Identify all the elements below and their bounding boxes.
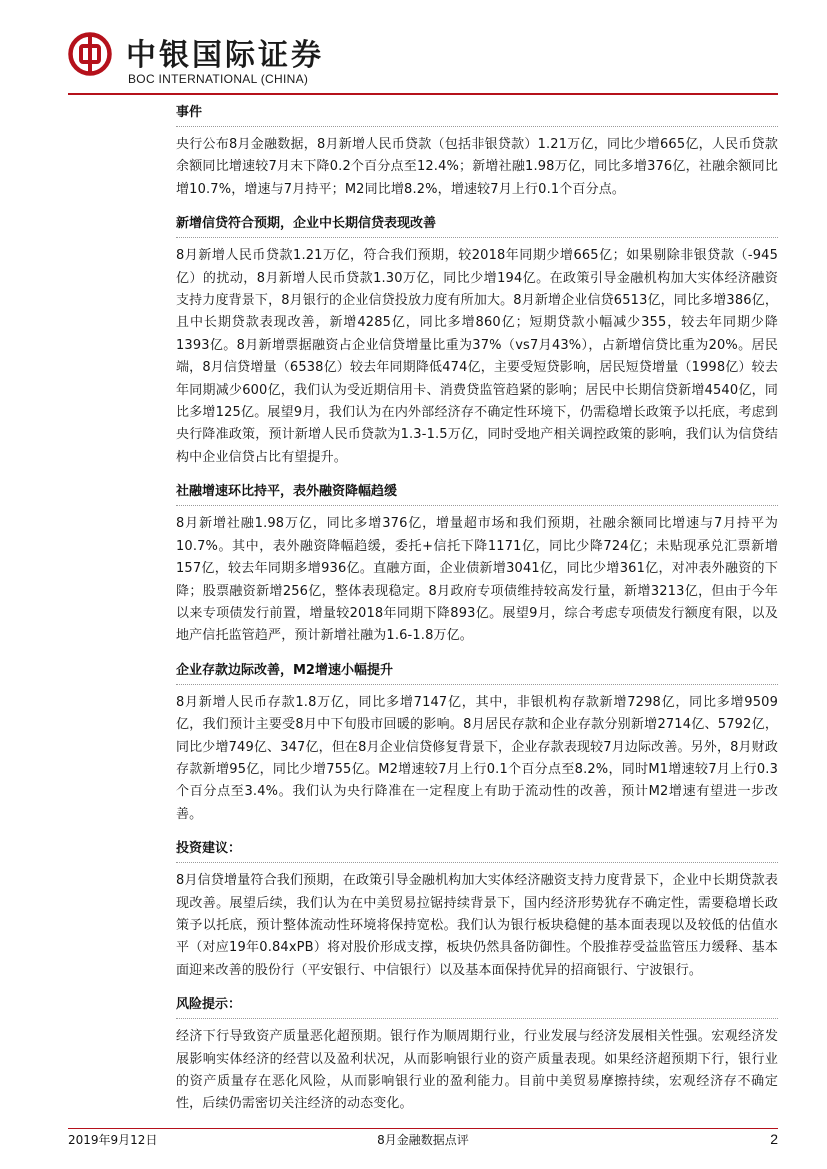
- section-new-loans: [176, 208, 778, 469]
- section-event: [176, 97, 778, 201]
- section-deposits-m2: [176, 655, 778, 826]
- page-footer: [68, 1131, 778, 1149]
- bank-of-china-logo-icon: [68, 32, 112, 76]
- brand-name-english: BOC INTERNATIONAL (CHINA): [128, 72, 309, 86]
- page-header: [68, 26, 778, 94]
- header-divider: [68, 93, 778, 95]
- section-title: 社融增速环比持平，表外融资降幅趋缓: [176, 476, 778, 506]
- section-title: 新增信贷符合预期，企业中长期信贷表现改善: [176, 208, 778, 238]
- section-paragraph: 8月新增社融1.98万亿，同比多增376亿，增量超市场和我们预期，社融余额同比增速与7月持平为10.7%。其中，表外融资降幅趋缓，委托+信托下降1171亿，同比少降724亿；未贴现承兑汇票新增157亿，较去年同期多增936亿。直融方面，企业债新增3041亿，同比少增361亿，对冲表外融资的下降；股票融资新增256亿，整体表现稳定。8月政府专项债维持较高发行量，新增3213亿，但由于今年以来专项债发行前置，增量较2018年同期下降893亿。展望9月，综合考虑专项债发行额度有限，以及地产信托监管趋严，预计新增社融为1.6-1.8万亿。: [176, 516, 778, 644]
- section-risk-warning: [176, 989, 778, 1116]
- section-investment-advice: [176, 833, 778, 982]
- report-body: [176, 97, 778, 1123]
- section-paragraph: 8月信贷增量符合我们预期，在政策引导金融机构加大实体经济融资支持力度背景下，企业中长期贷款表现改善。展望后续，我们认为在中美贸易拉锯持续背景下，国内经济形势犹存不确定性，需要稳增长政策予以托底，预计整体流动性环境将保持宽松。我们认为银行板块稳健的基本面表现以及较低的估值水平（对应19年0.84xPB）将对股价形成支撑，板块仍然具备防御性。个股推荐受益监管压力缓释、基本面迎来改善的股份行（平安银行、中信银行）以及基本面保持优异的招商银行、宁波银行。: [176, 873, 778, 978]
- page-number: 2: [770, 1131, 778, 1147]
- section-paragraph: 央行公布8月金融数据，8月新增人民币贷款（包括非银贷款）1.21万亿，同比少增665亿，人民币贷款余额同比增速较7月末下降0.2个百分点至12.4%；新增社融1.98万亿，同比多增376亿，社融余额同比增10.7%，增速与7月持平；M2同比增8.2%，增速较7月上行0.1个百分点。: [176, 137, 778, 197]
- brand-name-chinese: 中银国际证券: [126, 38, 324, 73]
- section-paragraph: 经济下行导致资产质量恶化超预期。银行作为顺周期行业，行业发展与经济发展相关性强。宏观经济发展影响实体经济的经营以及盈利状况，从而影响银行业的资产质量表现。如果经济超预期下行，银行业的资产质量存在恶化风险，从而影响银行业的盈利能力。目前中美贸易摩擦持续，宏观经济存不确定性，后续仍需密切关注经济的动态变化。: [176, 1029, 778, 1112]
- section-social-financing: [176, 476, 778, 647]
- section-paragraph: 8月新增人民币存款1.8万亿，同比多增7147亿，其中，非银机构存款新增7298亿，同比多增9509亿，我们预计主要受8月中下旬股市回暖的影响。8月居民存款和企业存款分别新增2714亿、5792亿，同比少增749亿、347亿，但在8月企业信贷修复背景下，企业存款表现较7月边际改善。另外，8月财政存款新增95亿，同比少增755亿。M2增速较7月上行0.1个百分点至8.2%，同时M1增速较7月上行0.3个百分点至3.4%。我们认为央行降准在一定程度上有助于流动性的改善，预计M2增速有望进一步改善。: [176, 694, 778, 822]
- section-title: 投资建议：: [176, 833, 778, 863]
- footer-date: 2019年9月12日: [68, 1133, 158, 1147]
- section-title: 企业存款边际改善，M2增速小幅提升: [176, 655, 778, 685]
- section-title: 事件: [176, 97, 778, 127]
- footer-divider: [68, 1128, 778, 1129]
- footer-document-title: 8月金融数据点评: [377, 1133, 469, 1147]
- section-paragraph: 8月新增人民币贷款1.21万亿，符合我们预期，较2018年同期少增665亿；如果剔除非银贷款（-945亿）的扰动，8月新增人民币贷款1.30万亿，同比少增194亿。在政策引导金融机构加大实体经济融资支持力度背景下，8月银行的企业信贷投放力度有所加大。8月新增企业信贷6513亿，同比多增386亿，且中长期贷款表现改善，新增4285亿，同比多增860亿；短期贷款小幅减少355，较去年同期少降1393亿。8月新增票据融资占企业信贷增量比重为37%（vs7月43%），占新增信贷比重为20%。居民端，8月信贷增量（6538亿）较去年同期降低474亿，主要受短贷影响，居民短贷增量（1998亿）较去年同期减少600亿，我们认为受近期信用卡、消费贷监管趋紧的影响；居民中长期信贷新增4540亿，同比多增125亿。展望9月，我们认为在内外部经济存不确定性环境下，仍需稳增长政策予以托底，考虑到央行降准政策，预计新增人民币贷款为1.3-1.5万亿，同时受地产相关调控政策的影响，我们认为信贷结构中企业信贷占比有望提升。: [176, 248, 778, 465]
- section-title: 风险提示：: [176, 989, 778, 1019]
